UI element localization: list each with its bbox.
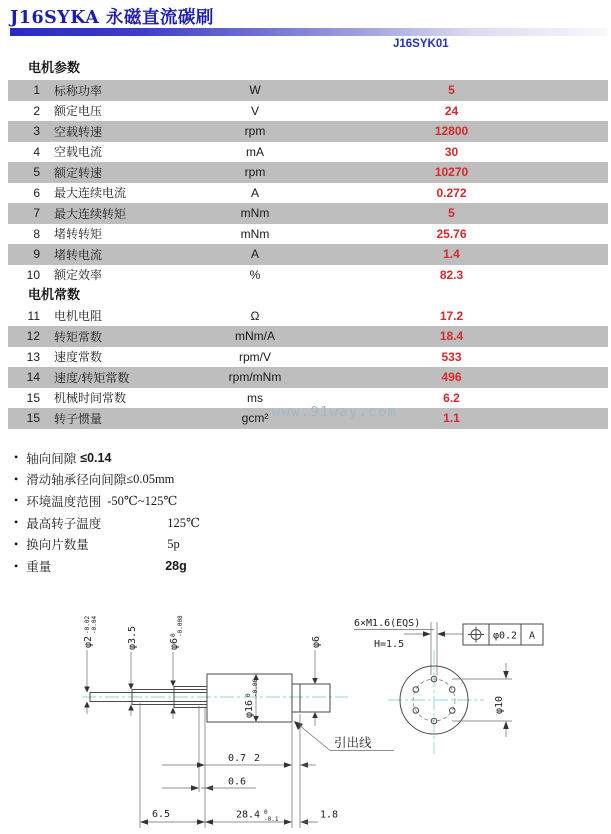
row-label: 额定转速: [54, 165, 103, 180]
svg-text:-0.008: -0.008: [177, 615, 184, 637]
section-header-motor-parameters: 电机参数: [28, 60, 81, 75]
lead-wire-callout: [294, 721, 394, 751]
table-row: [8, 306, 608, 327]
section-spacer: [8, 285, 608, 306]
dim-06: [162, 777, 256, 791]
svg-text:φ16: φ16: [244, 699, 255, 718]
row-value: 82.3: [439, 267, 464, 282]
svg-text:0: 0: [264, 809, 268, 816]
note-value: ≤0.05mm: [126, 471, 175, 486]
note-radial-play: [14, 469, 434, 490]
row-value: 6.2: [443, 390, 460, 405]
row-label: 额定效率: [54, 268, 103, 283]
svg-text:28.4: 28.4: [236, 809, 261, 821]
note-value: ≤0.14: [80, 450, 112, 465]
table-row: [8, 80, 608, 101]
row-label: 额定电压: [54, 104, 103, 119]
row-number: 9: [33, 247, 40, 262]
svg-text:φ6: φ6: [311, 635, 322, 648]
note-label: • 换向片数量: [26, 538, 89, 553]
row-value: 533: [441, 349, 462, 364]
row-unit: mNm: [240, 206, 270, 221]
row-number: 11: [27, 308, 40, 323]
svg-text:0: 0: [245, 693, 252, 697]
svg-text:6.5: 6.5: [152, 809, 171, 820]
note-value: 5p: [167, 536, 180, 551]
section-header-motor-constants: 电机常数: [28, 287, 81, 302]
table-row: [8, 203, 608, 224]
row-number: 2: [33, 103, 40, 118]
svg-text:φ3.5: φ3.5: [127, 625, 138, 650]
row-value: 0.272: [436, 185, 467, 200]
row-unit: gcm²: [241, 411, 269, 426]
note-commutator-segments: [14, 534, 434, 555]
note-ambient-temp: [14, 490, 434, 511]
row-value: 10270: [434, 165, 469, 180]
note-label: • 环境温度范围: [26, 494, 102, 509]
row-unit: mNm/A: [235, 329, 275, 344]
row-unit: A: [250, 185, 259, 200]
row-unit: mNm: [240, 226, 270, 241]
svg-text:0.7: 0.7: [228, 753, 247, 764]
row-unit: ms: [247, 390, 263, 405]
row-value: 496: [441, 370, 462, 385]
svg-text:2: 2: [254, 753, 261, 764]
watermark-text: www.91way.com: [272, 404, 398, 420]
table-row: [8, 121, 608, 142]
table-row: [8, 367, 608, 388]
svg-text:φ2: φ2: [83, 635, 94, 648]
page-title: J16SYKA 永磁直流碳刷: [10, 8, 214, 28]
dim-body-dia16: [244, 674, 259, 722]
row-number: 8: [33, 226, 40, 241]
position-tolerance-icon: [468, 627, 484, 643]
row-unit: rpm: [244, 165, 266, 180]
row-label: 堵转电流: [54, 247, 103, 262]
row-value: 18.4: [439, 329, 464, 344]
note-max-rotor-temp: [14, 512, 434, 533]
row-unit: V: [250, 103, 259, 118]
row-number: 1: [33, 83, 40, 98]
row-label: 空载电流: [54, 145, 103, 160]
row-value: 24: [444, 103, 459, 118]
title-gradient-divider: [10, 28, 606, 36]
svg-text:-0.1: -0.1: [264, 816, 279, 823]
row-value: 5: [448, 206, 455, 221]
table-row: [8, 183, 608, 204]
row-number: 5: [33, 165, 40, 180]
note-label: • 轴向间隙: [26, 451, 77, 466]
svg-text:-0.06: -0.06: [252, 678, 259, 697]
svg-text:1.8: 1.8: [320, 809, 339, 821]
table-row: [8, 265, 608, 286]
note-weight: [14, 556, 434, 577]
row-label: 最大连续转矩: [54, 206, 127, 221]
note-value: 28g: [165, 559, 187, 573]
dim-65: [140, 809, 205, 825]
dim-18: [300, 810, 338, 825]
row-unit: A: [250, 247, 259, 262]
row-number: 12: [26, 329, 40, 344]
svg-text:0.6: 0.6: [228, 776, 247, 788]
svg-text:φ0.2: φ0.2: [492, 630, 518, 642]
dim-boss-dia6-front: [169, 615, 184, 719]
svg-text:6×M1.6(EQS): 6×M1.6(EQS): [354, 618, 421, 629]
row-number: 15: [26, 390, 40, 405]
svg-text:H=1.5: H=1.5: [374, 639, 405, 650]
dim-07-2: [162, 753, 316, 768]
svg-text:-0.04: -0.04: [91, 615, 98, 634]
svg-text:A: A: [528, 630, 536, 642]
note-value: -50℃~125℃: [107, 493, 178, 508]
row-unit: rpm/mNm: [228, 370, 282, 385]
row-label: 空载转速: [54, 124, 103, 139]
row-unit: rpm: [244, 124, 266, 139]
svg-text:引出线: 引出线: [334, 736, 372, 750]
note-axial-play: [14, 447, 434, 468]
table-row: [8, 101, 608, 122]
motor-side-view: [90, 674, 330, 722]
row-unit: %: [249, 267, 261, 282]
row-number: 13: [26, 349, 40, 364]
note-label: • 最高转子温度: [26, 516, 102, 531]
row-number: 3: [33, 124, 40, 139]
table-row: [8, 326, 608, 347]
svg-text:0: 0: [170, 633, 177, 637]
svg-text:φ10: φ10: [494, 695, 505, 714]
technical-drawing: [0, 592, 611, 834]
row-label: 标称功率: [54, 83, 103, 98]
row-value: 5: [448, 83, 455, 98]
screw-hole-annotation: [354, 618, 463, 675]
gdt-frame: [463, 624, 543, 645]
row-label: 速度/转矩常数: [54, 370, 130, 385]
row-value: 17.2: [439, 308, 464, 323]
row-value: 1.1: [443, 411, 460, 426]
row-label: 堵转转矩: [54, 227, 103, 242]
row-label: 转子惯量: [54, 411, 103, 426]
row-unit: mA: [246, 144, 264, 159]
row-value: 1.4: [443, 247, 460, 262]
row-value: 30: [444, 144, 459, 159]
row-label: 机械时间常数: [54, 391, 127, 406]
row-number: 15: [26, 411, 40, 426]
row-number: 6: [33, 185, 40, 200]
row-unit: Ω: [250, 308, 260, 323]
svg-text:φ6: φ6: [169, 637, 180, 650]
svg-text:-0.02: -0.02: [84, 615, 91, 634]
table-row: [8, 142, 608, 163]
row-number: 7: [33, 206, 40, 221]
note-label: • 滑动轴承径向间隙: [26, 473, 127, 488]
table-row: [8, 224, 608, 245]
row-label: 电机电阻: [54, 309, 103, 324]
model-column-header: J16SYK01: [393, 38, 449, 50]
note-value: 125℃: [167, 515, 200, 530]
note-label: • 重量: [26, 560, 52, 574]
table-row: [8, 244, 608, 265]
row-label: 速度常数: [54, 350, 103, 365]
row-number: 10: [26, 267, 40, 282]
row-label: 转矩常数: [54, 329, 103, 344]
row-value: 12800: [434, 124, 469, 139]
dim-284: [205, 809, 292, 825]
table-row: [8, 162, 608, 183]
row-value: 25.76: [436, 226, 467, 241]
row-number: 4: [33, 144, 40, 159]
row-unit: W: [249, 83, 261, 98]
row-unit: rpm/V: [238, 349, 271, 364]
row-label: 最大连续电流: [54, 186, 127, 201]
table-row: [8, 347, 608, 368]
row-number: 14: [26, 370, 40, 385]
